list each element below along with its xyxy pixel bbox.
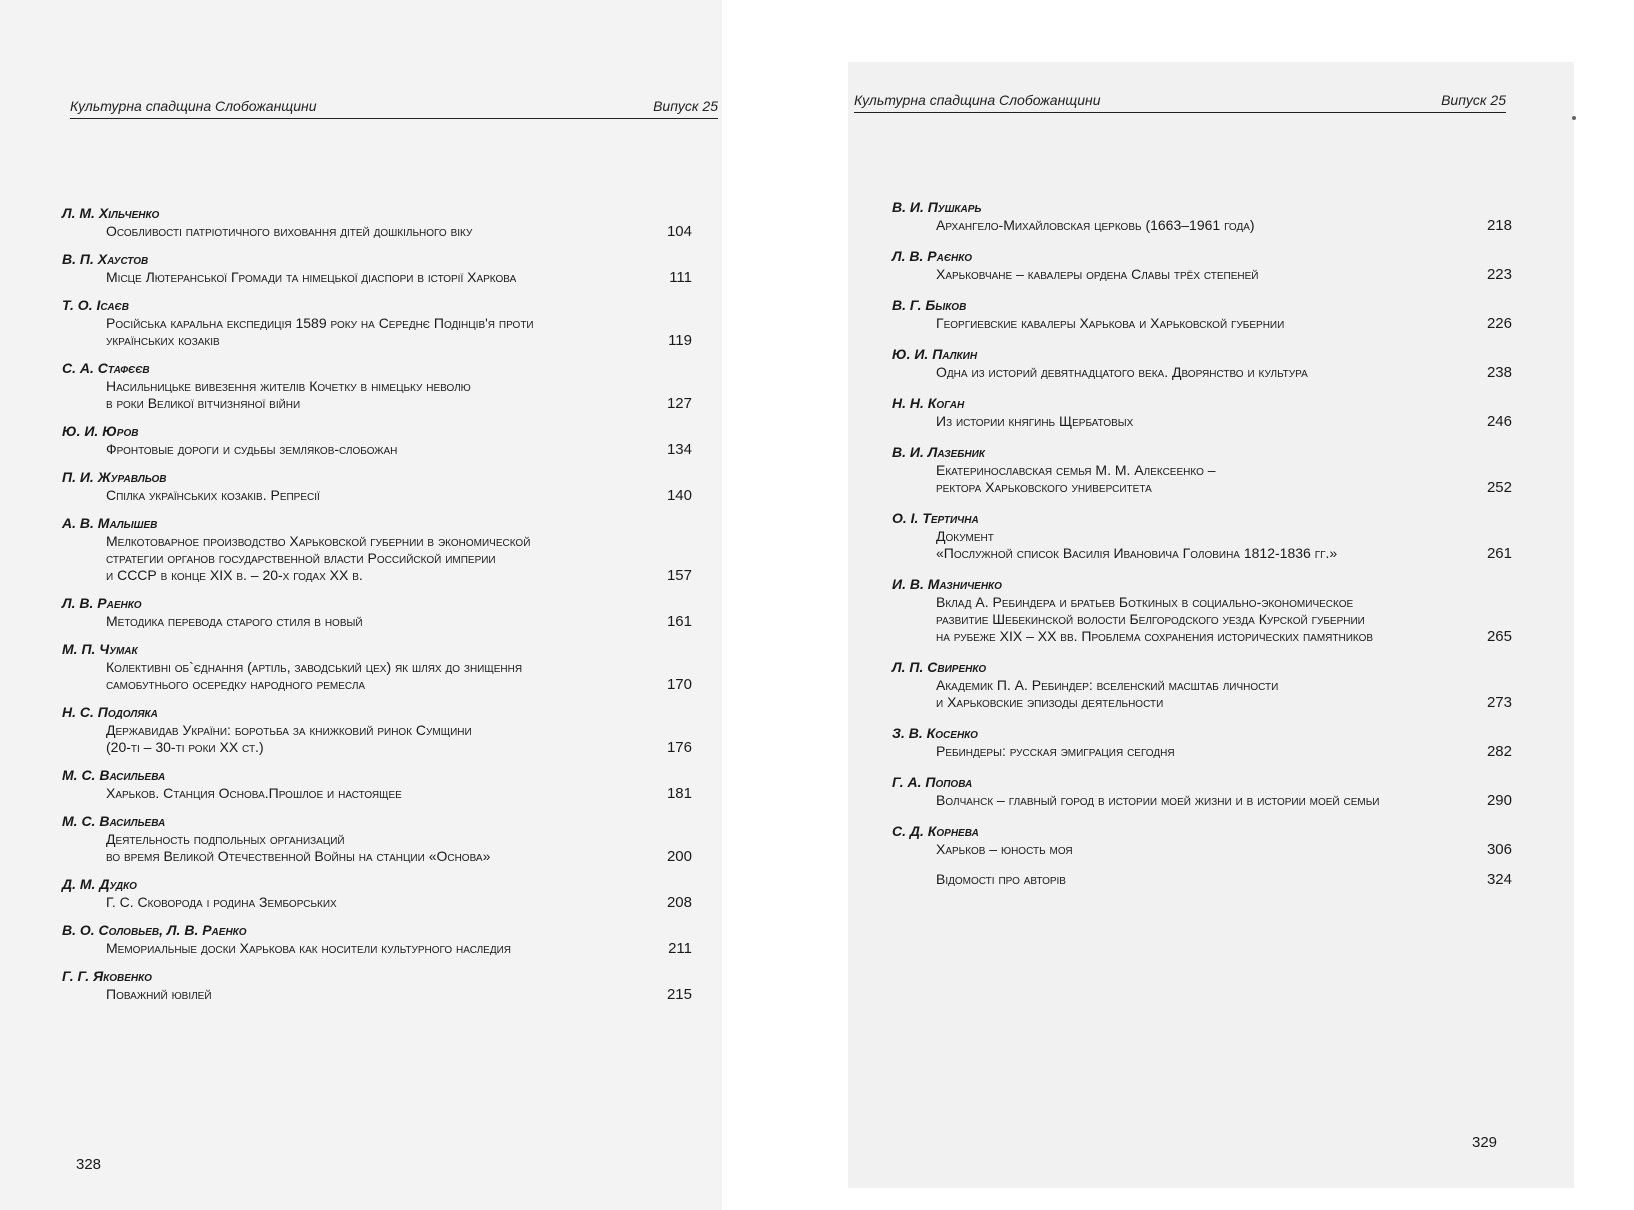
toc-entry (892, 247, 1512, 283)
entry-title (936, 315, 1442, 332)
entry-page-number: 200 (666, 848, 692, 865)
entry-author: В. П. Хаустов (62, 251, 149, 267)
entry-title-line: Харьковчане – кавалеры ордена Славы трёх степеней (936, 266, 1259, 282)
entry-page-number: 111 (669, 269, 692, 286)
entry-author: В. О. Соловьев, Л. В. Раенко (62, 922, 247, 938)
toc-entry (62, 514, 692, 584)
page-number: 329 (1472, 1134, 1498, 1151)
entry-author: З. В. Косенко (892, 725, 978, 741)
entry-title (106, 487, 622, 504)
toc-entry (892, 443, 1512, 496)
entry-author: Л. М. Хільченко (62, 205, 160, 221)
entry-title (936, 462, 1442, 496)
entry-page-number: 211 (668, 940, 692, 957)
entry-author: М. П. Чумак (62, 641, 138, 657)
entry-title (936, 528, 1442, 562)
running-header (70, 98, 718, 119)
entry-title-line: Екатеринославская семья М. М. Алексеенко – (936, 462, 1216, 478)
entry-title (936, 743, 1442, 760)
toc-entry (892, 575, 1512, 645)
toc-entry (62, 921, 692, 957)
entry-title (936, 266, 1442, 283)
entry-title-line: Методика перевода старого стиля в новый (106, 613, 363, 629)
entry-page-number: 176 (666, 739, 692, 756)
entry-title-line: Волчанск – главный город в истории моей жизни и в истории моей семьи (936, 792, 1380, 808)
entry-title (936, 871, 1442, 888)
entry-page-number: 324 (1486, 871, 1512, 888)
entry-author: О. І. Тертична (892, 510, 979, 526)
entry-author: М. С. Васильева (62, 813, 166, 829)
entry-title (106, 315, 622, 349)
entry-page-number: 273 (1486, 694, 1512, 711)
toc-entry (892, 296, 1512, 332)
page-number: 328 (76, 1156, 102, 1173)
entry-author: В. И. Лазебник (892, 444, 985, 460)
toc-entry (62, 967, 692, 1003)
entry-title (106, 894, 622, 911)
entry-author: Н. Н. Коган (892, 395, 965, 411)
entry-author: С. Д. Корнева (892, 823, 979, 839)
entry-title-line: Георгиевские кавалеры Харькова и Харьковской губернии (936, 315, 1285, 331)
entry-page-number: 265 (1486, 628, 1512, 645)
toc-entry (892, 394, 1512, 430)
entry-author: В. Г. Быков (892, 297, 967, 313)
entry-title-line: Російська каральна експедиція 1589 року на Середнє Подінців'я проти (106, 315, 534, 331)
scan-speck (1572, 116, 1576, 120)
entry-title (106, 785, 622, 802)
entry-title-line: Деятельность подпольных организаций (106, 831, 345, 847)
entry-title-line: Відомості про авторів (936, 871, 1066, 887)
entry-title-line: Державидав України: боротьба за книжковий ринок Сумщини (106, 722, 472, 738)
entry-title (106, 659, 622, 693)
entry-author: Г. А. Попова (892, 774, 973, 790)
entry-page-number: 223 (1486, 266, 1512, 283)
toc-entry (62, 640, 692, 693)
entry-title-line: Спілка українських козаків. Репресії (106, 487, 320, 503)
entry-title-line: Місце Лютеранської Громади та німецької діаспори в історії Харкова (106, 269, 517, 285)
toc-entry (62, 296, 692, 349)
entry-title-line: Архангело-Михайловская церковь (1663–1961 года) (936, 217, 1255, 233)
toc-entry (892, 509, 1512, 562)
toc-entry (62, 703, 692, 756)
entry-author: А. В. Малышев (62, 515, 158, 531)
entry-page-number: 140 (666, 487, 692, 504)
toc-entry (892, 658, 1512, 711)
running-header (854, 92, 1506, 113)
entry-page-number: 161 (666, 613, 692, 630)
entry-author: И. В. Мазниченко (892, 576, 1002, 592)
entry-page-number: 252 (1486, 479, 1512, 496)
entry-title (106, 441, 622, 458)
issue-label: Випуск 25 (653, 98, 718, 114)
entry-page-number: 181 (666, 785, 692, 802)
entry-author: Л. П. Свиренко (892, 659, 987, 675)
entry-title-line: в роки Великої вітчизняної війни (106, 395, 301, 411)
entry-page-number: 127 (666, 395, 692, 412)
entry-page-number: 170 (666, 676, 692, 693)
entry-title (936, 841, 1442, 858)
entry-title (106, 613, 622, 630)
toc-entry (62, 250, 692, 286)
entry-title (106, 831, 622, 865)
entry-title-line: Харьков. Станция Основа.Прошлое и настоящее (106, 785, 402, 801)
entry-page-number: 119 (668, 332, 692, 349)
entry-title-line: на рубеже XIX – XX вв. Проблема сохранения исторических памятников (936, 628, 1374, 644)
entry-title-line: Харьков – юность моя (936, 841, 1073, 857)
entry-page-number: 218 (1486, 217, 1512, 234)
toc-entry (62, 875, 692, 911)
toc-entry (62, 594, 692, 630)
entry-title-line: «Послужной список Василія Ивановича Головина 1812-1836 гг.» (936, 545, 1338, 561)
entry-title (936, 364, 1442, 381)
entry-author: Ю. И. Юров (62, 423, 139, 439)
entry-author: Л. В. Раєнко (892, 248, 973, 264)
entry-title-line: ректора Харьковского университета (936, 479, 1152, 495)
entry-page-number: 282 (1486, 743, 1512, 760)
entry-author: М. С. Васильева (62, 767, 166, 783)
entry-author: В. И. Пушкарь (892, 199, 982, 215)
entry-title (936, 217, 1442, 234)
entry-title-line: Одна из историй девятнадцатого века. Дворянство и культура (936, 364, 1308, 380)
entry-title-line: Мемориальные доски Харькова как носители культурного наследия (106, 940, 511, 956)
entry-page-number: 215 (666, 986, 692, 1003)
toc-entry (62, 812, 692, 865)
toc-entry (62, 359, 692, 412)
entry-page-number: 208 (666, 894, 692, 911)
entry-page-number: 157 (666, 567, 692, 584)
entry-title (106, 986, 622, 1003)
entry-title-line: самобутнього осередку народного ремесла (106, 676, 366, 692)
entry-title (106, 269, 622, 286)
right-page (848, 62, 1574, 1188)
entry-author: Г. Г. Яковенко (62, 968, 152, 984)
journal-title: Культурна спадщина Слобожанщини (854, 92, 1101, 108)
entry-author: Д. М. Дудко (62, 876, 137, 892)
entry-title-line: Особливості патріотичного виховання дітей дошкільного віку (106, 223, 473, 239)
entry-title-line: Академик П. А. Ребиндер: вселенский масштаб личности (936, 677, 1279, 693)
entry-title-line: Из истории княгинь Щербатовых (936, 413, 1134, 429)
entry-author: Л. В. Раенко (62, 595, 142, 611)
entry-title-line: Насильницьке вивезення жителів Кочетку в німецьку неволю (106, 378, 471, 394)
entry-page-number: 238 (1486, 364, 1512, 381)
left-page (0, 0, 722, 1210)
toc-entry (892, 345, 1512, 381)
entry-title-line: Документ (936, 528, 994, 544)
entry-title-line: и СССР в конце XIX в. – 20-х годах XX в. (106, 567, 363, 583)
entry-title-line: Г. С. Сковорода і родина Земборських (106, 894, 337, 910)
entry-page-number: 246 (1486, 413, 1512, 430)
toc-entry (62, 204, 692, 240)
toc-entry (892, 198, 1512, 234)
entry-title (106, 223, 622, 240)
toc-entry (892, 871, 1512, 888)
entry-page-number: 134 (666, 441, 692, 458)
entry-title (106, 378, 622, 412)
entry-title-line: Колективні об`єднання (артіль, заводський цех) як шлях до знищення (106, 659, 523, 675)
entry-title-line: Мелкотоварное производство Харьковской губернии в экономической (106, 533, 531, 549)
entry-title-line: Фронтовые дороги и судьбы земляков-слобожан (106, 441, 398, 457)
entry-author: С. А. Стафєєв (62, 360, 150, 376)
entry-title-line: Поважний ювілей (106, 986, 212, 1002)
entry-title (106, 722, 622, 756)
toc-entry (892, 822, 1512, 858)
entry-title (936, 594, 1442, 645)
entry-author: П. И. Журавльов (62, 469, 167, 485)
entry-title (106, 940, 622, 957)
issue-label: Випуск 25 (1441, 92, 1506, 108)
entry-title-line: Ребиндеры: русская эмиграция сегодня (936, 743, 1175, 759)
entry-title (106, 533, 622, 584)
toc-entry (892, 724, 1512, 760)
entry-page-number: 226 (1486, 315, 1512, 332)
entry-title-line: развитие Шебекинской волости Белгородского уезда Курской губернии (936, 611, 1365, 627)
entry-page-number: 306 (1486, 841, 1512, 858)
journal-title: Культурна спадщина Слобожанщини (70, 98, 317, 114)
entry-author: Н. С. Подоляка (62, 704, 158, 720)
entry-title (936, 677, 1442, 711)
entry-page-number: 261 (1486, 545, 1512, 562)
toc-entry (62, 766, 692, 802)
toc-entry (62, 468, 692, 504)
entry-author: Ю. И. Палкин (892, 346, 978, 362)
toc-entry (62, 422, 692, 458)
toc-entry (892, 773, 1512, 809)
entry-title-line: во время Великой Отечественной Войны на станции «Основа» (106, 848, 491, 864)
entry-title (936, 792, 1442, 809)
entry-title (936, 413, 1442, 430)
table-of-contents (62, 204, 692, 1013)
entry-author: Т. О. Ісаєв (62, 297, 129, 313)
entry-title-line: стратегии органов государственной власти Российской империи (106, 550, 496, 566)
table-of-contents (892, 198, 1512, 901)
entry-title-line: українських козаків (106, 332, 220, 348)
entry-title-line: и Харьковские эпизоды деятельности (936, 694, 1164, 710)
entry-title-line: (20-ті – 30-ті роки XX ст.) (106, 739, 264, 755)
entry-title-line: Вклад А. Ребиндера и братьев Боткиных в социально-экономическое (936, 594, 1354, 610)
entry-page-number: 290 (1486, 792, 1512, 809)
entry-page-number: 104 (666, 223, 692, 240)
